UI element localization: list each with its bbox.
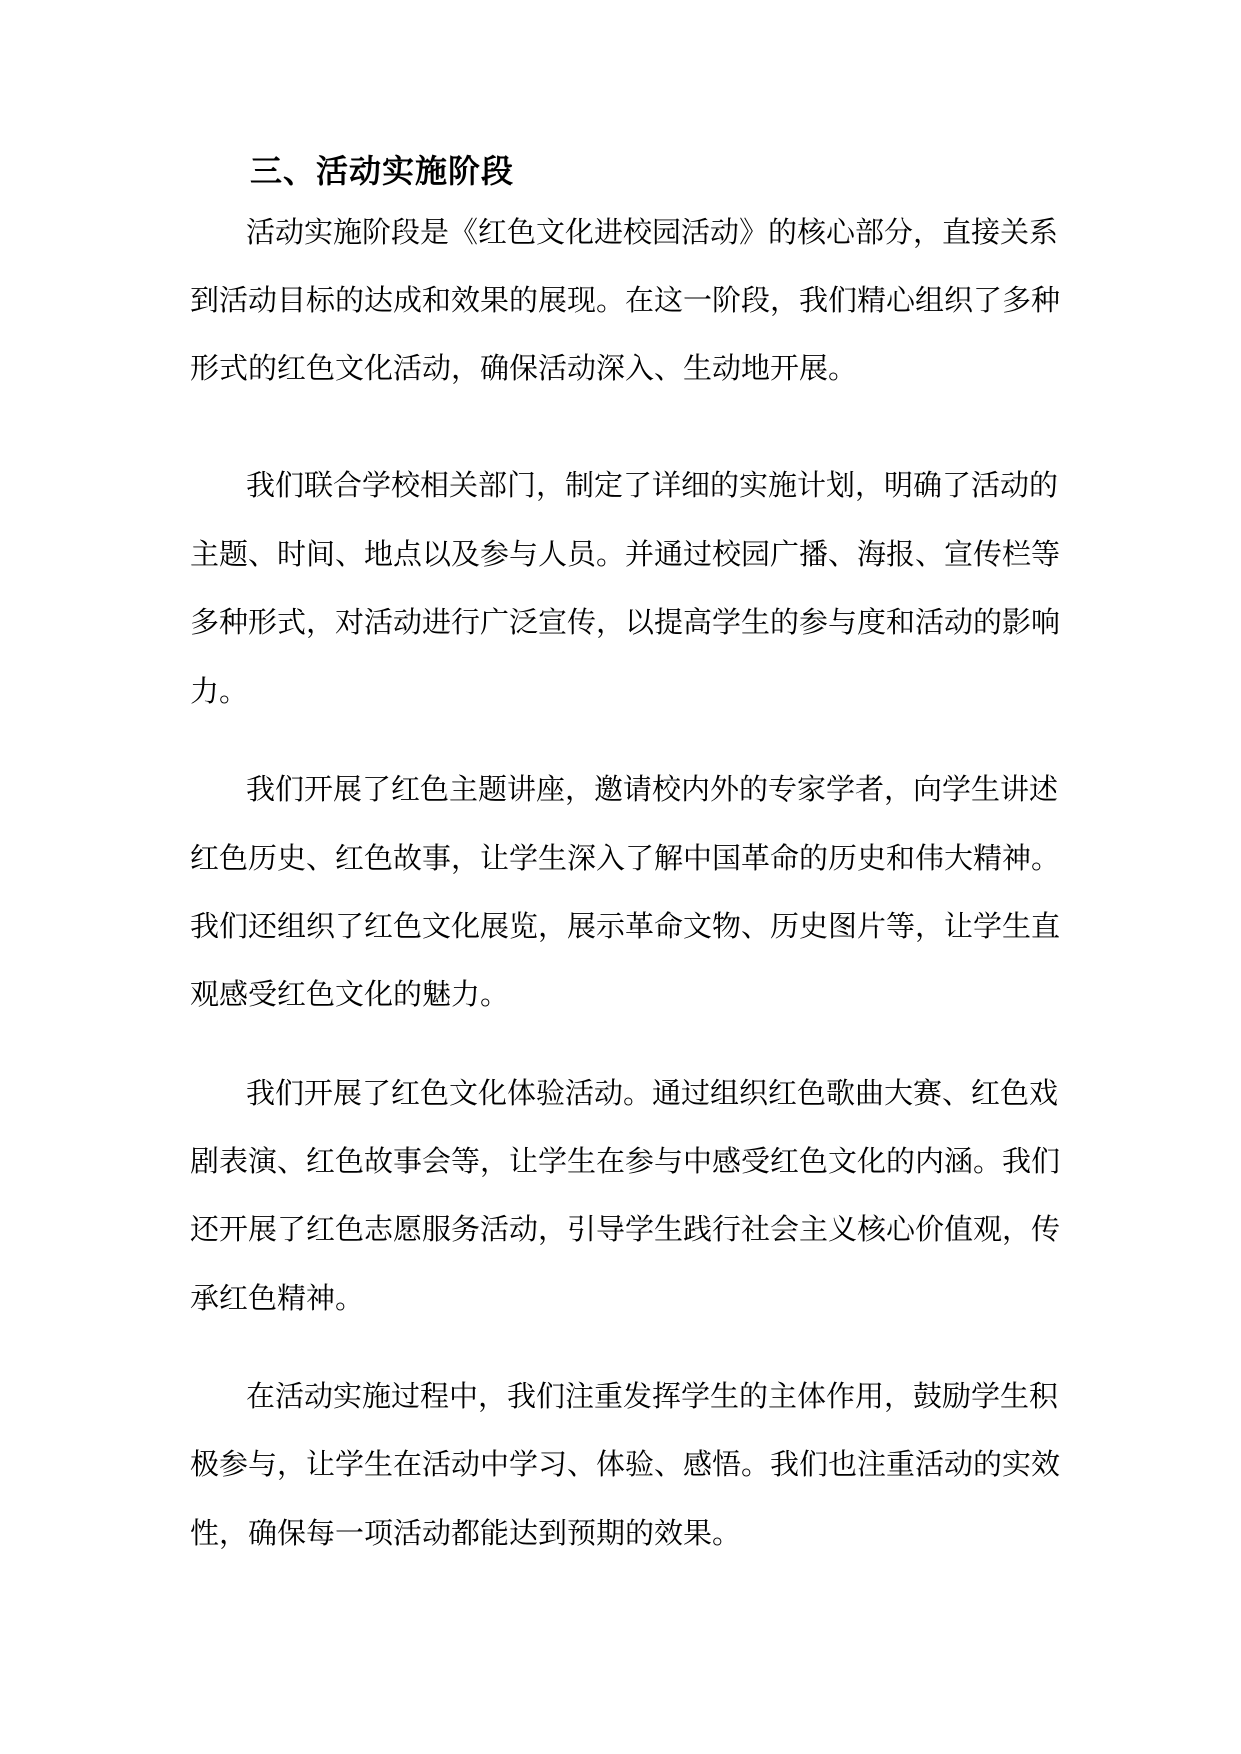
paragraph-line: 我们开展了红色文化体验活动。通过组织红色歌曲大赛、红色戏	[246, 1076, 1059, 1110]
paragraph-line: 我们联合学校相关部门，制定了详细的实施计划，明确了活动的	[246, 468, 1059, 502]
section-heading: 三、活动实施阶段	[250, 152, 515, 190]
paragraph-line: 在活动实施过程中，我们注重发挥学生的主体作用，鼓励学生积	[246, 1379, 1059, 1413]
paragraph-line: 我们还组织了红色文化展览，展示革命文物、历史图片等，让学生直	[190, 909, 1061, 943]
paragraph-line: 力。	[190, 674, 249, 708]
paragraph-line: 观感受红色文化的魅力。	[190, 977, 510, 1011]
paragraph-line: 剧表演、红色故事会等，让学生在参与中感受红色文化的内涵。我们	[190, 1144, 1061, 1178]
paragraph-line: 我们开展了红色主题讲座，邀请校内外的专家学者，向学生讲述	[246, 772, 1059, 806]
paragraph-line: 多种形式，对活动进行广泛宣传，以提高学生的参与度和活动的影响	[190, 605, 1061, 639]
paragraph-line: 还开展了红色志愿服务活动，引导学生践行社会主义核心价值观，传	[190, 1212, 1061, 1246]
paragraph-line: 极参与，让学生在活动中学习、体验、感悟。我们也注重活动的实效	[190, 1447, 1061, 1481]
paragraph-line: 承红色精神。	[190, 1281, 365, 1315]
paragraph-line: 到活动目标的达成和效果的展现。在这一阶段，我们精心组织了多种	[190, 283, 1061, 317]
paragraph-line: 性，确保每一项活动都能达到预期的效果。	[190, 1516, 742, 1550]
paragraph-line: 活动实施阶段是《红色文化进校园活动》的核心部分，直接关系	[246, 215, 1059, 249]
paragraph-line: 形式的红色文化活动，确保活动深入、生动地开展。	[190, 351, 858, 385]
paragraph-line: 红色历史、红色故事，让学生深入了解中国革命的历史和伟大精神。	[190, 841, 1061, 875]
paragraph-line: 主题、时间、地点以及参与人员。并通过校园广播、海报、宣传栏等	[190, 537, 1061, 571]
